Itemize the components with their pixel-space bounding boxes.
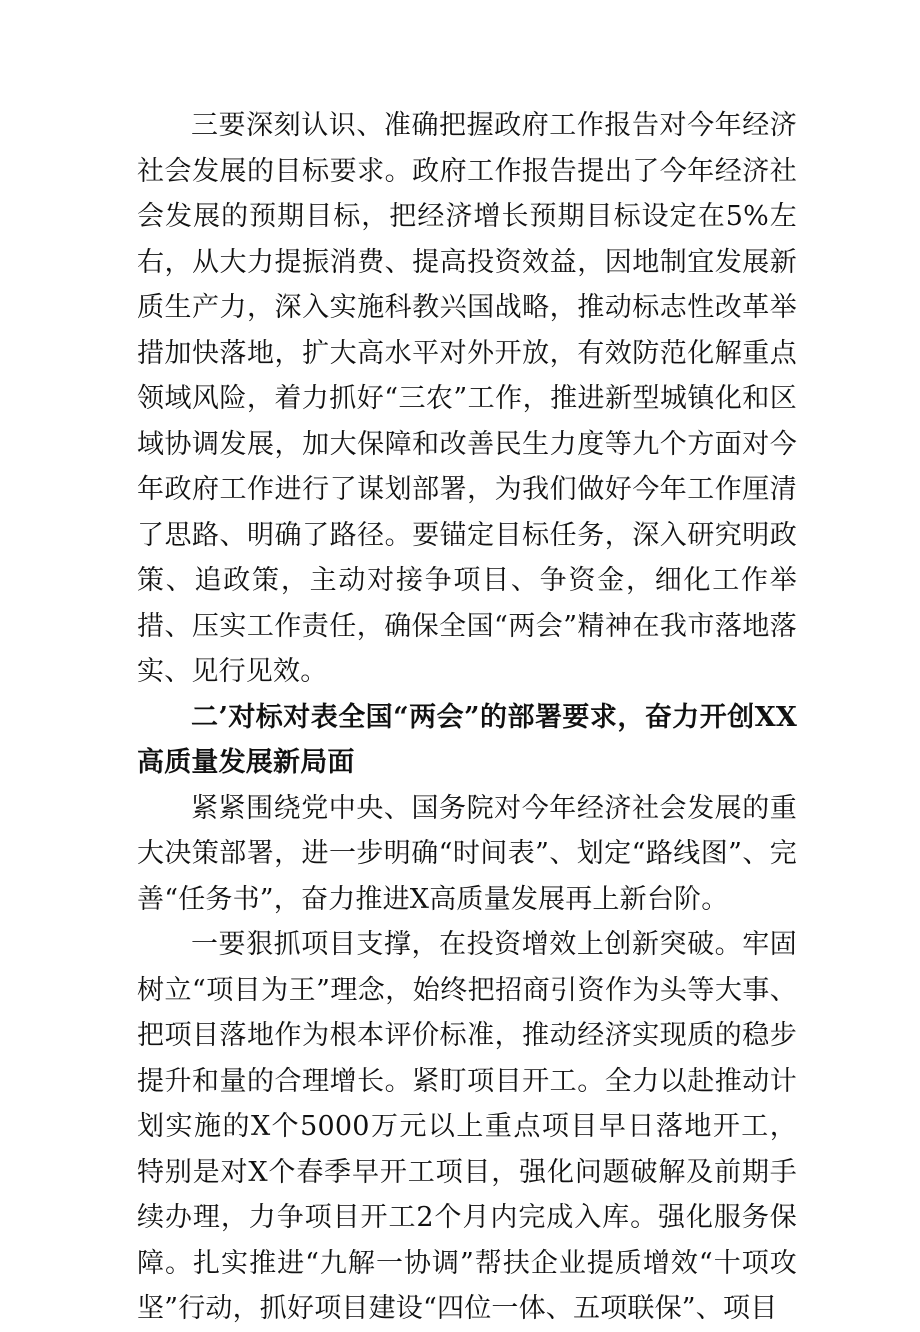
paragraph-targets: 三要深刻认识、准确把握政府工作报告对今年经济社会发展的目标要求。政府工作报告提出了今年经济社会发展的预期目标，把经济增长预期目标设定在5%左右，从大力提振消费、提高投资效益，因地制宜发展新质生产力，深入实施科教兴国战略，推动标志性改革举措加快落地，扩大高水平对外开放，有效防范化解重点领域风险，着力抓好“三农”工作，推进新型城镇化和区域协调发展，加大保障和改善民生力度等九个方面对今年政府工作进行了谋划部署，为我们做好今年工作厘清了思路、明确了路径。要锚定目标任务，深入研究明政策、追政策，主动对接争项目、争资金，细化工作举措、压实工作责任，确保全国“两会”精神在我市落地落实、见行见效。: [137, 110, 797, 687]
paragraph-projects: 一要狠抓项目支撑，在投资增效上创新突破。牢固树立“项目为王”理念，始终把招商引资作为头等大事、把项目落地作为根本评价标准，推动经济实现质的稳步提升和量的合理增长。紧盯项目开工。全力以赴推动计划实施的X个5000万元以上重点项目早日落地开工，特别是对X个春季早开工项目，强化问题破解及前期手续办理，力争项目开工2个月内完成入库。强化服务保障。扎实推进“九解一协调”帮扶企业提质增效“十项攻坚”行动，抓好项目建设“四位一体、五项联保”、项目: [137, 929, 797, 1324]
document-page: [137, 103, 797, 1332]
paragraph-decisions: 紧紧围绕党中央、国务院对今年经济社会发展的重大决策部署，进一步明确“时间表”、划定“路线图”、完善“任务书”，奋力推进X高质量发展再上新台阶。: [137, 792, 797, 915]
section-heading-2: 二’对标对表全国“两会”的部署要求，奋力开创XX高质量发展新局面: [137, 701, 797, 778]
